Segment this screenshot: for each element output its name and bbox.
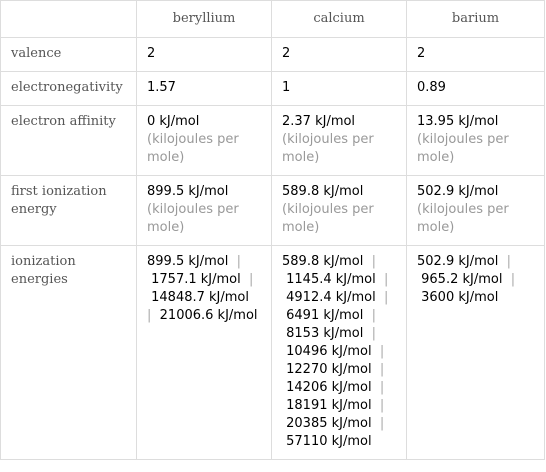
ionization-value: 899.5 kJ/mol xyxy=(147,254,229,269)
ionization-value: 8153 kJ/mol xyxy=(286,326,364,341)
ionization-list-calcium xyxy=(272,246,407,460)
unit-note: (kilojoules per mole) xyxy=(147,132,239,165)
cell-value: 1 xyxy=(272,72,407,106)
unit-note: (kilojoules per mole) xyxy=(282,132,374,165)
row-label-valence: valence xyxy=(1,38,137,72)
separator: | xyxy=(282,272,389,305)
ionization-value: 57110 kJ/mol xyxy=(286,434,372,449)
cell-value xyxy=(272,106,407,176)
table-row xyxy=(1,106,545,176)
table-row xyxy=(1,72,545,106)
unit-note: (kilojoules per mole) xyxy=(147,202,239,235)
header-corner xyxy=(1,1,137,38)
row-label-electronegativity: electronegativity xyxy=(1,72,137,106)
separator: | xyxy=(282,308,376,341)
separator: | xyxy=(147,254,241,287)
ionization-list-beryllium xyxy=(137,246,272,460)
ionization-value: 10496 kJ/mol xyxy=(286,344,372,359)
value-text: 502.9 kJ/mol xyxy=(417,184,499,199)
header-row xyxy=(1,1,545,38)
ionization-value: 3600 kJ/mol xyxy=(421,290,499,305)
ionization-value: 4912.4 kJ/mol xyxy=(286,290,376,305)
value-text: 589.8 kJ/mol xyxy=(282,184,364,199)
cell-value: 2 xyxy=(272,38,407,72)
ionization-value: 502.9 kJ/mol xyxy=(417,254,499,269)
unit-note: (kilojoules per mole) xyxy=(417,202,509,235)
cell-value: 2 xyxy=(137,38,272,72)
cell-value xyxy=(407,106,545,176)
ionization-list-barium xyxy=(407,246,545,460)
header-beryllium: beryllium xyxy=(137,1,272,38)
row-label-electron-affinity: electron affinity xyxy=(1,106,137,176)
ionization-value: 965.2 kJ/mol xyxy=(421,272,503,287)
ionization-value: 14848.7 kJ/mol xyxy=(151,290,250,305)
separator: | xyxy=(417,254,511,287)
separator: | xyxy=(282,380,385,413)
value-text: 0 kJ/mol xyxy=(147,114,200,129)
header-barium: barium xyxy=(407,1,545,38)
ionization-value: 18191 kJ/mol xyxy=(286,398,372,413)
cell-value: 0.89 xyxy=(407,72,545,106)
unit-note: (kilojoules per mole) xyxy=(417,132,509,165)
ionization-value: 21006.6 kJ/mol xyxy=(159,308,258,323)
row-label-first-ionization-energy: first ionization energy xyxy=(1,176,137,246)
unit-note: (kilojoules per mole) xyxy=(282,202,374,235)
table-row xyxy=(1,38,545,72)
ionization-value: 14206 kJ/mol xyxy=(286,380,372,395)
value-text: 2.37 kJ/mol xyxy=(282,114,356,129)
cell-value: 1.57 xyxy=(137,72,272,106)
cell-value xyxy=(407,176,545,246)
ionization-value: 20385 kJ/mol xyxy=(286,416,372,431)
ionization-value: 1757.1 kJ/mol xyxy=(151,272,241,287)
cell-value xyxy=(137,106,272,176)
ionization-value: 589.8 kJ/mol xyxy=(282,254,364,269)
separator: | xyxy=(282,362,385,395)
cell-value xyxy=(272,176,407,246)
header-calcium: calcium xyxy=(272,1,407,38)
separator: | xyxy=(417,272,516,305)
cell-value xyxy=(137,176,272,246)
row-label-ionization-energies: ionization energies xyxy=(1,246,137,460)
cell-value: 2 xyxy=(407,38,545,72)
table-row xyxy=(1,176,545,246)
value-text: 899.5 kJ/mol xyxy=(147,184,229,199)
table-row xyxy=(1,246,545,460)
separator: | xyxy=(282,416,385,449)
ionization-value: 1145.4 kJ/mol xyxy=(286,272,376,287)
separator: | xyxy=(147,272,254,305)
separator: | xyxy=(282,326,376,359)
ionization-value: 6491 kJ/mol xyxy=(286,308,364,323)
separator: | xyxy=(282,344,385,377)
ionization-value: 12270 kJ/mol xyxy=(286,362,372,377)
separator: | xyxy=(147,290,254,323)
value-text: 13.95 kJ/mol xyxy=(417,114,499,129)
separator: | xyxy=(282,290,389,323)
separator: | xyxy=(282,254,376,287)
separator: | xyxy=(282,398,385,431)
